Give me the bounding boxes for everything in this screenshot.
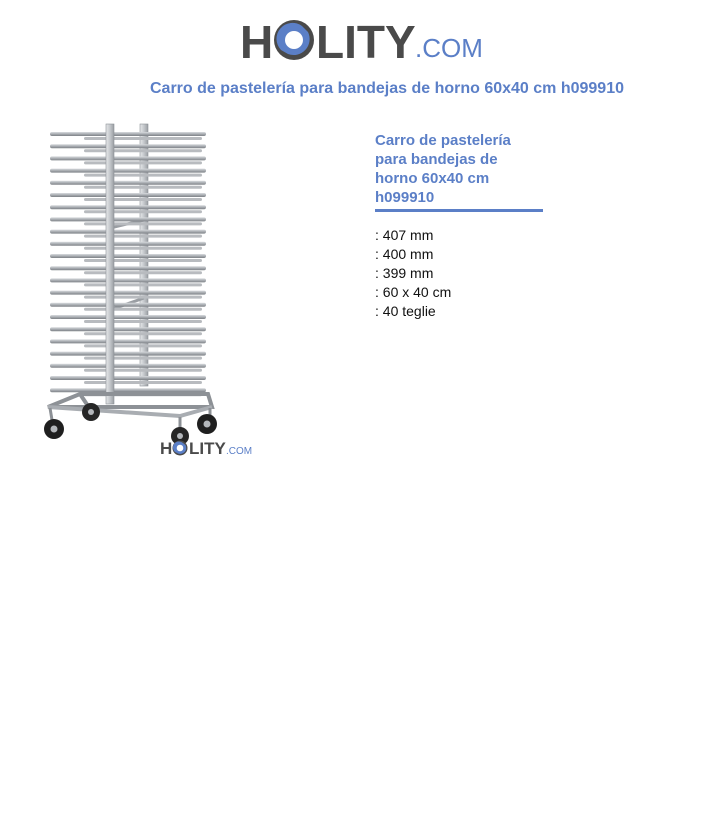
- tray-rod: [50, 291, 206, 295]
- tray-rod: [50, 278, 206, 282]
- tray-rod-back: [84, 174, 202, 177]
- tray-rod: [50, 376, 206, 380]
- tray-rod-back: [84, 137, 202, 140]
- holity-logo: [240, 10, 485, 68]
- tray-rod-back: [84, 308, 202, 311]
- tray-rod: [50, 364, 206, 368]
- tray-rod: [50, 327, 206, 331]
- tray-rod: [50, 193, 206, 197]
- tray-rod: [50, 339, 206, 343]
- tray-rod: [50, 144, 206, 148]
- tray-rods: [50, 132, 206, 396]
- spec-item: : 399 mm: [375, 265, 434, 281]
- tray-rod: [50, 388, 206, 392]
- spec-item: : 400 mm: [375, 246, 434, 262]
- logo-suffix-com: .COM: [415, 33, 483, 63]
- logo-o-mark: [274, 20, 314, 60]
- tray-rod-back: [84, 271, 202, 274]
- spec-item: : 407 mm: [375, 227, 434, 243]
- spec-item: : 40 teglie: [375, 303, 436, 319]
- tray-rod-back: [84, 296, 202, 299]
- tray-rod: [50, 315, 206, 319]
- tray-rod-back: [84, 381, 202, 384]
- product-name: Carro de pastelería para bandejas de horno 60x40 cm h099910: [375, 131, 543, 212]
- spec-item: : 60 x 40 cm: [375, 284, 452, 300]
- tray-rod-back: [84, 198, 202, 201]
- tray-rod: [50, 132, 206, 136]
- tray-rod-back: [84, 222, 202, 225]
- tray-rod-back: [84, 320, 202, 323]
- tray-rod: [50, 266, 206, 270]
- product-info: [375, 131, 543, 321]
- tray-rod-back: [84, 161, 202, 164]
- tray-rod-back: [84, 186, 202, 189]
- svg-text:H: H: [160, 439, 173, 458]
- tray-rod-back: [84, 344, 202, 347]
- page-title: Carro de pastelería para bandejas de horno 60x40 cm h099910: [150, 80, 624, 97]
- caster-front-left: [44, 408, 64, 439]
- tray-rod: [50, 242, 206, 246]
- tray-rod: [50, 230, 206, 234]
- svg-text:.COM: .COM: [226, 446, 253, 457]
- tray-rod: [50, 156, 206, 160]
- tray-rod: [50, 169, 206, 173]
- tray-rod-back: [84, 259, 202, 262]
- tray-rod: [50, 303, 206, 307]
- tray-rod-back: [84, 247, 202, 250]
- tray-rod-back: [84, 235, 202, 238]
- spec-list: [375, 226, 543, 321]
- tray-rod: [50, 181, 206, 185]
- tray-rod-back: [84, 149, 202, 152]
- product-image: [40, 120, 255, 460]
- tray-rod: [50, 352, 206, 356]
- tray-rod-back: [84, 283, 202, 286]
- tray-rod-back: [84, 369, 202, 372]
- tray-rod-back: [84, 332, 202, 335]
- caster-back-left: [82, 403, 100, 421]
- svg-text:LITY: LITY: [189, 439, 226, 458]
- tray-rod-back: [84, 210, 202, 213]
- logo-letter-h: H: [240, 16, 274, 68]
- logo-word-lity: LITY: [316, 16, 416, 68]
- tray-rod: [50, 205, 206, 209]
- tray-rod: [50, 254, 206, 258]
- tray-rod: [50, 217, 206, 221]
- tray-rod-back: [84, 357, 202, 360]
